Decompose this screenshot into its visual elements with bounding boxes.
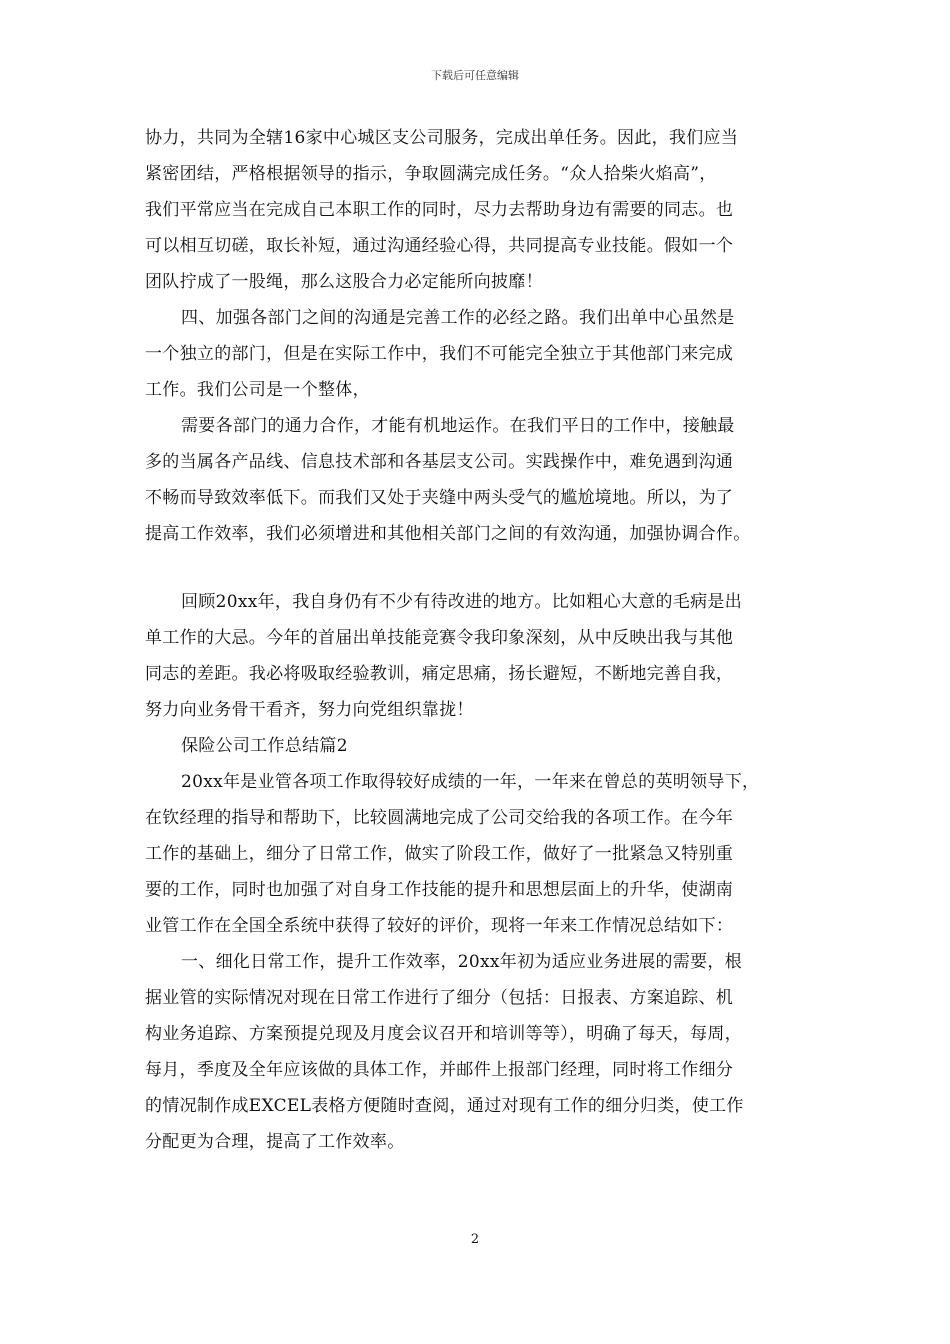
text-line: 可以相互切磋，取长补短，通过沟通经验心得，共同提高专业技能。假如一个 — [145, 236, 734, 256]
text-line: 团队拧成了一股绳，那么这股合力必定能所向披靡！ — [145, 272, 543, 292]
text-line: 我们平常应当在完成自己本职工作的同时，尽力去帮助身边有需要的同志。也 — [145, 200, 734, 220]
paragraph-first-line: 需要各部门的通力合作，才能有机地运作。在我们平日的工作中，接触最 — [181, 416, 735, 436]
text-line: 不畅而导致效率低下。而我们又处于夹缝中两头受气的尴尬境地。所以，为了 — [145, 488, 734, 508]
paragraph-first-line: 20xx年是业管各项工作取得较好成绩的一年，一年来在曾总的英明领导下， — [181, 772, 760, 792]
text-line: 多的当属各产品线、信息技术部和各基层支公司。实践操作中，难免遇到沟通 — [145, 452, 734, 472]
text-line: 努力向业务骨干看齐，努力向党组织靠拢！ — [145, 700, 474, 720]
text-line: 每月，季度及全年应该做的具体工作，并邮件上报部门经理，同时将工作细分 — [145, 1060, 734, 1080]
paragraph-first-line: 四、加强各部门之间的沟通是完善工作的必经之路。我们出单中心虽然是 — [181, 308, 735, 328]
text-line: 一个独立的部门，但是在实际工作中，我们不可能完全独立于其他部门来完成 — [145, 344, 734, 364]
text-line: 协力，共同为全辖16家中心城区支公司服务，完成出单任务。因此，我们应当 — [145, 128, 739, 148]
page-header: 下载后可任意编辑 — [431, 69, 519, 82]
text-line: 要的工作，同时也加强了对自身工作技能的提升和思想层面上的升华，使湖南 — [145, 880, 734, 900]
text-line: 工作。我们公司是一个整体， — [145, 380, 370, 400]
text-line: 工作的基础上，细分了日常工作，做实了阶段工作，做好了一批紧急又特别重 — [145, 844, 734, 864]
text-line: 据业管的实际情况对现在日常工作进行了细分（包括：日报表、方案追踪、机 — [145, 988, 734, 1008]
page-number: 2 — [470, 1232, 480, 1247]
section-heading: 保险公司工作总结篇2 — [181, 736, 348, 756]
text-line: 分配更为合理，提高了工作效率。 — [145, 1132, 405, 1152]
text-line: 提高工作效率，我们必须增进和其他相关部门之间的有效沟通，加强协调合作。 — [145, 524, 751, 544]
paragraph-first-line: 一、细化日常工作，提升工作效率，20xx年初为适应业务进展的需要，根 — [181, 952, 743, 972]
text-line: 业管工作在全国全系统中获得了较好的评价，现将一年来工作情况总结如下： — [145, 916, 734, 936]
paragraph-first-line: 回顾20xx年，我自身仍有不少有待改进的地方。比如粗心大意的毛病是出 — [181, 592, 743, 612]
document-body — [145, 120, 825, 1160]
paragraph-gap — [145, 552, 825, 584]
text-line: 的情况制作成EXCEL表格方便随时查阅，通过对现有工作的细分归类，使工作 — [145, 1096, 744, 1116]
text-line: 构业务追踪、方案预提兑现及月度会议召开和培训等等），明确了每天，每周， — [145, 1024, 742, 1044]
text-line: 在钦经理的指导和帮助下，比较圆满地完成了公司交给我的各项工作。在今年 — [145, 808, 734, 828]
text-line: 同志的差距。我必将吸取经验教训，痛定思痛，扬长避短，不断地完善自我， — [145, 664, 734, 684]
text-line: 单工作的大忌。今年的首届出单技能竞赛令我印象深刻，从中反映出我与其他 — [145, 628, 734, 648]
text-line: 紧密团结，严格根据领导的指示，争取圆满完成任务。“众人拾柴火焰高”， — [145, 164, 717, 184]
